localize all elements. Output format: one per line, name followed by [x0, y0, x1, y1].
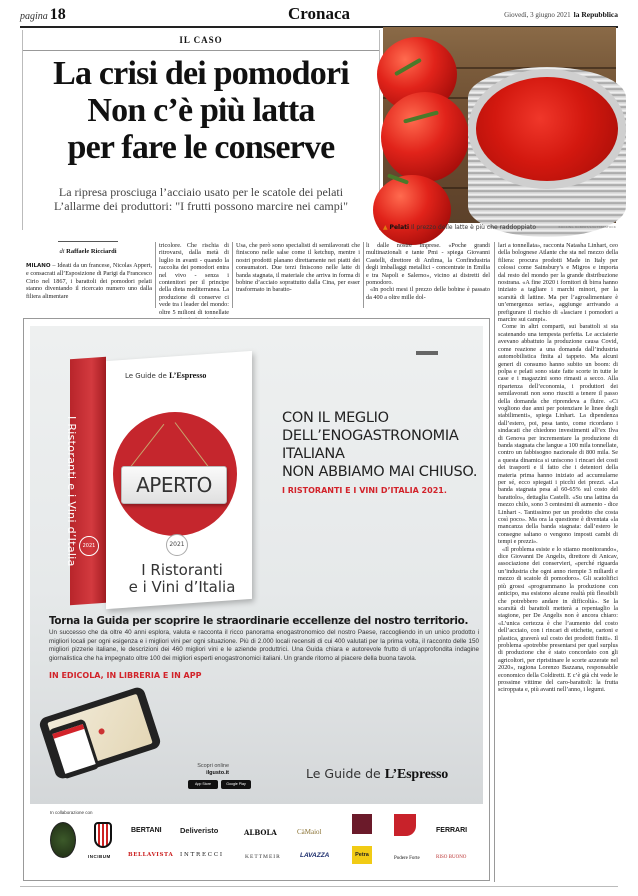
tomato-sauce — [476, 77, 618, 181]
section-title: Cronaca — [287, 4, 350, 23]
column-text: li dalle nostre imprese. «Poche grandi multinazionali e tante Pmi - spiega Giovanni Castelli, direttore di Anfima, la Confindustria degli imballaggi metallici - concentrate in Emilia e tra Napoli e Salerno», vicino ai distretti del pomodoro. — [366, 242, 490, 287]
article-header — [22, 30, 380, 230]
byline-prefix: di — [59, 248, 65, 255]
subheadline — [23, 185, 379, 213]
article-column-2 — [159, 242, 229, 316]
ad-body: Un successo che da oltre 40 anni esplora, valuta e racconta il ricco panorama enogastronomico del nostro Paese, raccogliendo in un unico prodotto i migliori locali per ogni esigenza e i migliori vini per ogni situazione. Più di 2.000 locali recensiti di cui 400 valutati per la prima volta, il racconto delle 150 migliori pizzerie italiane, le descrizioni dei 460 migliori vini e le aziende produttrici. Una Guida chiara e autorevole frutto di un’approfondita indagine giornalistica che ha impegnato oltre 100 dei migliori esperti enogastronomici italiani. Un grande ritorno al piacere della buona tavola. — [49, 629, 479, 662]
caption-label: Pelati — [389, 224, 410, 231]
headline — [23, 55, 379, 166]
book-title-line: I Ristoranti — [141, 561, 223, 579]
partner-logo-red-box — [394, 814, 416, 836]
ad-logo — [306, 766, 448, 783]
partner-podere-forte: Podere Forte — [394, 856, 420, 861]
article-column-4 — [366, 242, 490, 308]
column-text: Come in altri comparti, sui barattoli si sta scatenando una tempesta perfetta. Le acciaierie avevano abbattuto la produzione causa Covid, come reazione a una domanda dall’industria automobilistica finita al tappeto. Ma alcuni generi di consumo hanno subito un boom: di polpa e pelati sono state fatte scorte in tutte le case e i magazzini sono rimasti a secco. Alla ripartenza dell’economia, i produttori dei semilavorati non sono riusciti a tenere il passo della domanda che riprendeva a fluire. «Ci vogliono due anni per potenziare le linee degli stabilimenti», spiega Linhart. La dipendenza dall’estero, poi, pesa tanto, come ricordano i sindacati che chiedono investimenti all’ex Ilva di Genova per incrementare la produzione di banda stagnata che langue a 100 mila tonnellate, contro un fabbisogno nazionale di 800 mila. Se a questa dinamica si uniscono i rincari dei costi dei trasporti e il fatto che i detentori della materia prima hanno iniziato ad accumularne per sé, ecco spiegati i picchi dei prezzi. «La banda stagnata pesa al 60-65% sul costo del barattolo», dettaglia Castelli. «Su una lattina da mezzo chilo, sono 3 centesimi di aumento - dice Linhart -. Tantissimo per un prodotto che costa così poco». Ma ora la questione è diventata «la mancanza della banda stagnata: dall’estero le consegne saltano o vengono imposti cambi di tempi e prezzi». — [498, 323, 618, 546]
book-year: 2021 — [166, 534, 188, 556]
headline-line: Non c’è più latta — [87, 92, 315, 129]
byline — [22, 248, 154, 255]
kicker: IL CASO — [179, 35, 223, 45]
article-column-5 — [498, 242, 618, 882]
partners-label: In collaborazione con — [50, 810, 93, 815]
slogan-line: NON ABBIAMO MAI CHIUSO. — [282, 464, 478, 480]
article-column-3 — [236, 242, 360, 308]
partner-logo-incibum-shield — [94, 822, 112, 848]
app-store-badge[interactable]: App Store — [188, 780, 218, 789]
headline-line: La crisi dei pomodori — [53, 55, 349, 92]
partner-albola: ALBOLA — [244, 828, 277, 837]
slogan-line: CON IL MEGLIO — [282, 410, 389, 426]
masthead — [20, 4, 618, 24]
aperto-sign: APERTO — [121, 466, 227, 504]
book-brand-name: L’Espresso — [169, 371, 207, 380]
slogan-line: DELL’ENOGASTRONOMIA — [282, 428, 459, 444]
book-title-line: e i Vini d’Italia — [128, 578, 236, 596]
column-text: «In pochi mesi il prezzo delle bobine è passato da 400 a oltre mille dol- — [366, 286, 490, 301]
subhead-line: La ripresa prosciuga l’acciaio usato per le scatole dei pelati — [58, 185, 344, 199]
subhead-line: L’allarme dei produttori: "I frutti possono marcire nei campi" — [54, 199, 348, 213]
partner-riso-buono: RISO BUONO — [436, 855, 467, 860]
partner-kettmeir: KETTMEIR — [245, 854, 281, 860]
logo-prefix: Le Guide de — [306, 766, 381, 781]
page-label: pagina — [20, 11, 48, 22]
ad-slogan — [282, 409, 477, 481]
scopri-label: Scopri online — [197, 763, 229, 769]
headline-line: per fare le conserve — [67, 129, 335, 166]
partner-deliveristo: Deliveristo — [180, 826, 219, 835]
column-text: «Il problema esiste e lo stiamo monitorando», dice Giovanni De Angelis, direttore di Anicav, associazione dei conservieri, «perché riguarda un’industria che ogni anno riempie 3 miliardi e mezzo di scatole di pomodoro». Gli scatolifici più grossi «programmano la produzione con anticipo, ma esistono alcune realtà più flessibili che potrebbero andare in difficoltà». Se la scarsità di barattoli metterà a repentaglio la stagione, per De Angelis non è ancora chiaro: «L’unica certezza è che l’aumento del costo dell’acciaio, con i rincari di etichette, cartoni e plastica, graverà sul costo dei prodotti finiti». Il problema «potrebbe presentarsi per quel surplus di produzione che è stato concordato con gli agricoltori, per ripristinare le scorte azzerate nel 2020», ragiona Lorenzo Bazzana, responsabile economico della Coldiretti. E c’è già chi vede le prossime vittime del caro-barattoli: la frutta sciroppata e, più avanti nell’anno, i legumi. — [498, 545, 618, 694]
article-column-1 — [26, 262, 152, 306]
partner-logo-dark-box — [352, 814, 372, 834]
column-text: Usa, che però sono specialisti di semilavorati che finiscono nelle salse come il ketchup, mentre i nostri prodotti planano direttamente nei piatti dei consumatori. Due terzi finiscono nelle latte di banda stagnata, il materiale che arriva in forma di bobine d’acciaio soprattutto dalla Cina, per esser trasformato in baratto- — [236, 242, 360, 294]
kicker-rule — [23, 50, 379, 51]
ad-publisher-mark — [416, 351, 438, 355]
ad-slogan-red: I RISTORANTI E I VINI D’ITALIA 2021. — [282, 486, 447, 495]
caption-triangle-icon: ▲ — [383, 224, 388, 231]
spine-year: 2021 — [79, 536, 99, 556]
photo-credit: ROCKING ROBERT/SHUTTERSTOCK — [558, 225, 616, 229]
google-play-badge[interactable]: Google Play — [221, 780, 251, 789]
partner-bellavista: BELLAVISTA — [128, 852, 174, 858]
partner-bertani: BERTANI — [131, 827, 162, 834]
partner-petra: Petra — [352, 846, 372, 864]
column-text: – Ideati da un francese, Nicolas Appert, e consacrati all’Esposizione di Parigi da Francesco Cirio nel 1867, i barattoli dei pomodori pelati stanno diventando il ricercato numero uno dalla filiera alimentare — [26, 262, 152, 300]
column-text: lari a tonnellata», racconta Natasha Linhart, ceo della bolognese Atlante che sta nel mezzo della filiera: procura prodotti Made in Italy per colossi come Sainsbury’s e Migros e importa dal resto del mondo per la grande distribuzione nostrana. «A fine 2020 i fornitori di birra hanno iniziato a tagliare i marchi minori, per la scarsità di lattine. Ma per l’agroalimentare è un’emergenza seria», aggiunge arrivando a prefigurare il rischio di «lasciare i pomodori a marcire sui campi». — [498, 242, 618, 324]
page-number-value: 18 — [49, 6, 66, 23]
ad-heading: Torna la Guida per scoprire le straordinarie eccellenze del nostro territorio. — [49, 615, 469, 627]
book-brand-prefix: Le Guide de — [125, 372, 167, 380]
partner-camaiol: CàMaiol — [297, 828, 322, 836]
column-text: tricolore. Che rischia di ritrovarsi, dalla metà di luglio in avanti - quando la raccolta dei pomodori entra nel vivo - senza i contenitori per il principe della dieta mediterranea. La produzione di conserve ci vede tra i leader del mondo: oltre 5 milioni di tonnellate — [159, 242, 229, 316]
date-text: Giovedì, 3 giugno 2021 — [504, 11, 571, 19]
caption-text: Il prezzo delle latte è più che raddoppiato — [410, 224, 537, 231]
advertisement[interactable] — [30, 326, 483, 804]
tomato — [381, 92, 469, 182]
book-title — [112, 562, 252, 596]
book-brand — [125, 371, 206, 380]
photo-caption — [383, 224, 616, 231]
newspaper-logo: la Repubblica — [573, 10, 618, 19]
logo-name: L’Espresso — [384, 767, 449, 782]
spine-title: I Ristoranti e i Vini d’Italia — [65, 416, 78, 567]
scopri-online — [169, 763, 229, 777]
tomato — [373, 175, 451, 245]
partner-ferrari: FERRARI — [436, 827, 468, 834]
bottom-rule — [20, 886, 618, 887]
ad-call-to-action: IN EDICOLA, IN LIBRERIA E IN APP — [49, 671, 202, 680]
partner-intrecci: INTRECCI — [180, 852, 224, 858]
slogan-line: ITALIANA — [282, 446, 345, 462]
website-link[interactable]: ilgusto.it — [206, 770, 229, 776]
partner-lavazza: LAVAZZA — [300, 852, 330, 859]
partner-incibum: INCIBUM — [88, 854, 111, 859]
byline-author: Raffaele Ricciardi — [66, 248, 117, 255]
issue-date — [504, 10, 618, 19]
article-photo — [383, 27, 616, 223]
dateline: MILANO — [26, 263, 51, 269]
byline-rule — [58, 241, 118, 242]
partner-logo-frantoio — [50, 822, 76, 858]
